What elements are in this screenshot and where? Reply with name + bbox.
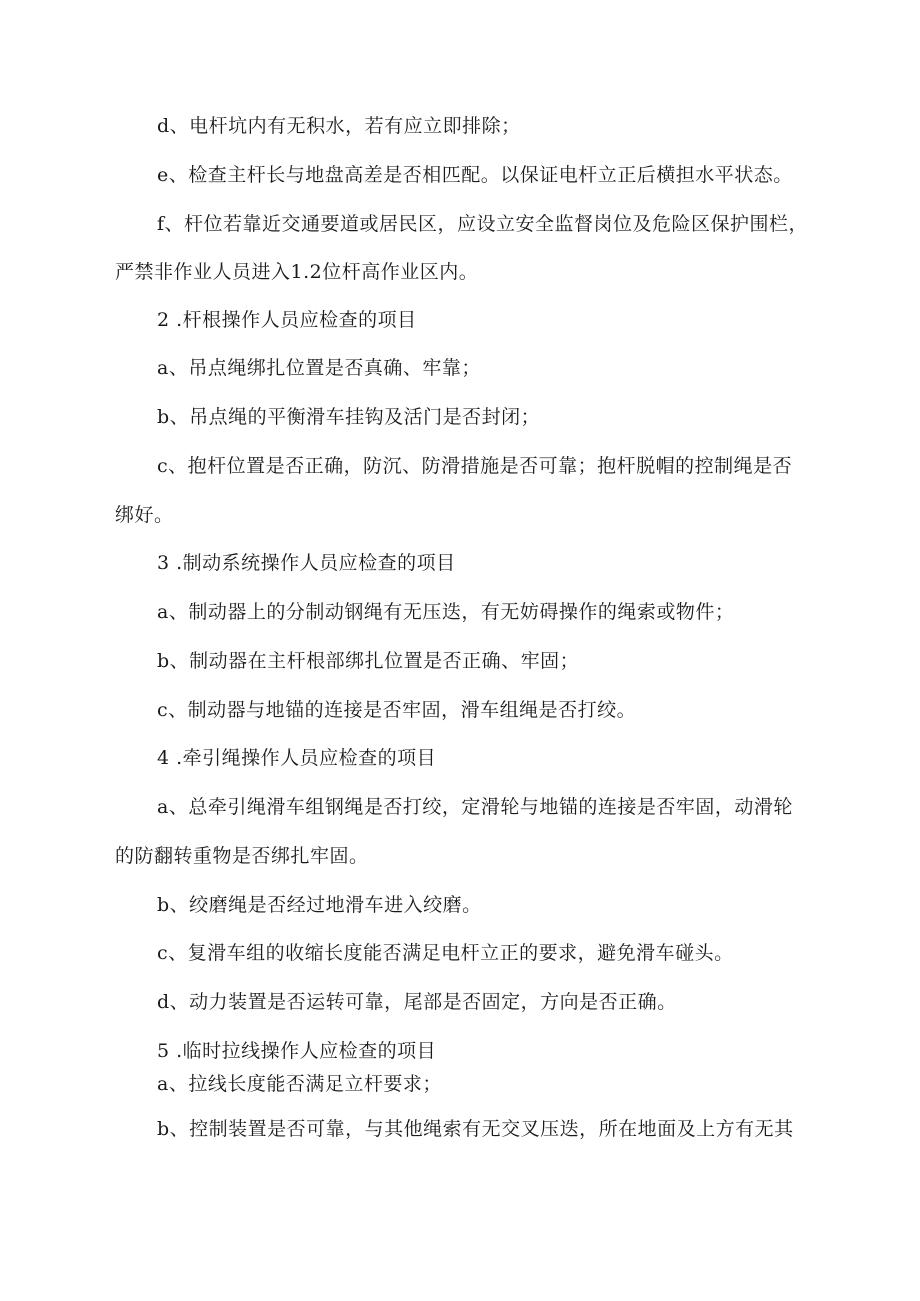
section-3-heading: 3 .制动系统操作人员应检查的项目: [157, 552, 456, 574]
section-3-item-a: a、制动器上的分制动钢绳有无压迭，有无妨碍操作的绳索或物件；: [157, 601, 735, 623]
item-f-safety-fence: f、杆位若靠近交通要道或居民区，应设立安全监督岗位及危险区保护围栏，: [157, 213, 809, 235]
section-2-item-c: c、抱杆位置是否正确，防沉、防滑措施是否可靠；抱杆脱帽的控制绳是否: [157, 455, 793, 477]
section-5-item-b: b、控制装置是否可靠，与其他绳索有无交叉压迭，所在地面及上方有无其: [157, 1118, 794, 1140]
section-3-item-c: c、制动器与地锚的连接是否牢固，滑车组绳是否打绞。: [157, 699, 637, 721]
item-d-pit-water: d、电杆坑内有无积水，若有应立即排除；: [157, 115, 521, 137]
section-2-item-c-continuation: 绑好。: [115, 504, 174, 526]
section-3-item-b: b、制动器在主杆根部绑扎位置是否正确、牢固；: [157, 650, 580, 672]
section-4-item-a-continuation: 的防翻转重物是否绑扎牢固。: [115, 845, 369, 867]
section-2-heading: 2 .杆根操作人员应检查的项目: [157, 309, 417, 331]
section-2-item-b: b、吊点绳的平衡滑车挂钩及活门是否封闭；: [157, 406, 541, 428]
section-4-item-c: c、复滑车组的收缩长度能否满足电杆立正的要求，避免滑车碰头。: [157, 942, 734, 964]
item-f-continuation: 严禁非作业人员进入1.2位杆高作业区内。: [115, 261, 479, 283]
item-e-pole-length: e、检查主杆长与地盘高差是否相匹配。以保证电杆立正后横担水平状态。: [157, 164, 793, 186]
section-5-heading: 5 .临时拉线操作人应检查的项目: [157, 1040, 437, 1062]
section-5-item-a: a、拉线长度能否满足立杆要求；: [157, 1073, 442, 1095]
section-2-item-a: a、吊点绳绑扎位置是否真确、牢靠；: [157, 357, 481, 379]
section-4-heading: 4 .牵引绳操作人员应检查的项目: [157, 747, 437, 769]
section-4-item-a: a、总牵引绳滑车组钢绳是否打绞，定滑轮与地锚的连接是否牢固，动滑轮: [157, 796, 793, 818]
section-4-item-b: b、绞磨绳是否经过地滑车进入绞磨。: [157, 894, 482, 916]
section-4-item-d: d、动力装置是否运转可靠，尾部是否固定，方向是否正确。: [157, 991, 677, 1013]
